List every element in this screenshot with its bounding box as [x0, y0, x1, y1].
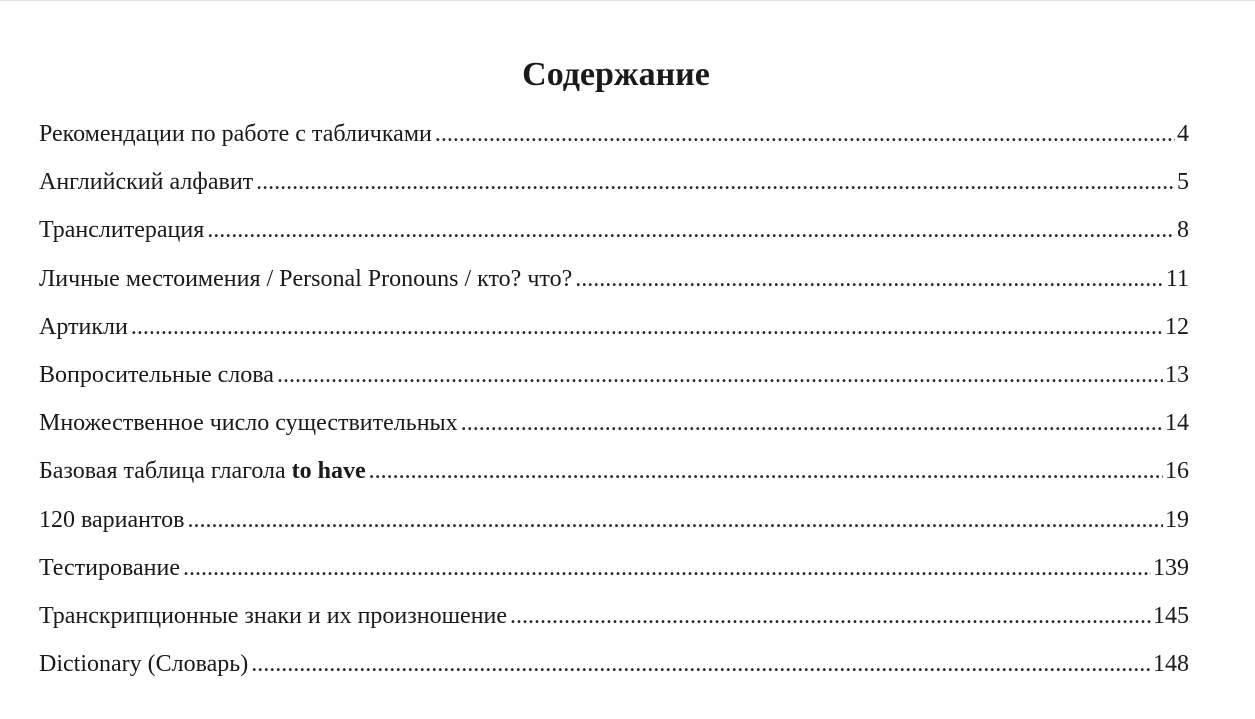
toc-entry-title: Dictionary (Словарь)	[39, 651, 249, 678]
toc-entry-title: Транслитерация	[39, 217, 205, 244]
toc-entry-title: Рекомендации по работе с табличками	[39, 121, 432, 147]
toc-entry[interactable]	[39, 355, 1189, 403]
toc-page-number: 19	[1165, 506, 1189, 533]
toc-entry-title: Личные местоимения / Personal Pronouns / кто? что?	[39, 265, 573, 292]
dot-leader	[369, 451, 1163, 491]
toc-entry-title: 120 вариантов	[39, 506, 185, 533]
dot-leader	[575, 259, 1164, 299]
dot-leader	[435, 114, 1175, 154]
toc-page-number: 12	[1165, 313, 1189, 340]
toc-entry[interactable]	[39, 548, 1189, 596]
toc-entry-title: Транскрипционные знаки и их произношение	[39, 602, 508, 629]
dot-leader	[207, 210, 1175, 250]
dot-leader	[461, 403, 1163, 443]
toc-entry[interactable]	[39, 114, 1189, 162]
toc-entry-title: Множественное число существительных	[39, 410, 458, 437]
dot-leader	[183, 548, 1151, 588]
toc-entry[interactable]	[39, 500, 1189, 548]
toc-entry-title: Артикли	[39, 313, 128, 340]
toc-entry-title: Вопросительные слова	[39, 361, 274, 388]
toc-page-number: 4	[1177, 121, 1189, 147]
dot-leader	[277, 355, 1163, 395]
toc-entry[interactable]	[39, 259, 1189, 307]
dot-leader	[188, 500, 1163, 540]
toc-page-number: 11	[1165, 265, 1189, 292]
toc-entry[interactable]	[39, 307, 1189, 355]
toc-page-number: 139	[1153, 554, 1189, 581]
toc-page-number: 5	[1177, 169, 1189, 196]
toc-entry[interactable]	[39, 644, 1189, 692]
top-divider	[0, 0, 1255, 1]
dot-leader	[256, 162, 1175, 202]
toc-entry[interactable]	[39, 162, 1189, 210]
toc-entry-title: Тестирование	[39, 554, 180, 581]
page-title: Содержание	[522, 56, 710, 93]
toc-page-number: 8	[1177, 217, 1189, 244]
table-of-contents	[39, 114, 1189, 692]
toc-entry[interactable]	[39, 451, 1189, 499]
toc-page-number: 148	[1153, 651, 1189, 678]
dot-leader	[251, 644, 1151, 684]
toc-page-number: 13	[1165, 361, 1189, 388]
dot-leader	[131, 307, 1163, 347]
toc-entry[interactable]	[39, 596, 1189, 644]
toc-page-number: 16	[1165, 458, 1189, 485]
toc-entry[interactable]	[39, 403, 1189, 451]
toc-entry-title: Английский алфавит	[39, 169, 254, 196]
toc-entry-title: Базовая таблица глагола to have	[39, 458, 366, 485]
toc-page-number: 145	[1153, 602, 1189, 629]
toc-page-number: 14	[1165, 410, 1189, 437]
dot-leader	[510, 596, 1151, 636]
toc-entry[interactable]	[39, 210, 1189, 258]
